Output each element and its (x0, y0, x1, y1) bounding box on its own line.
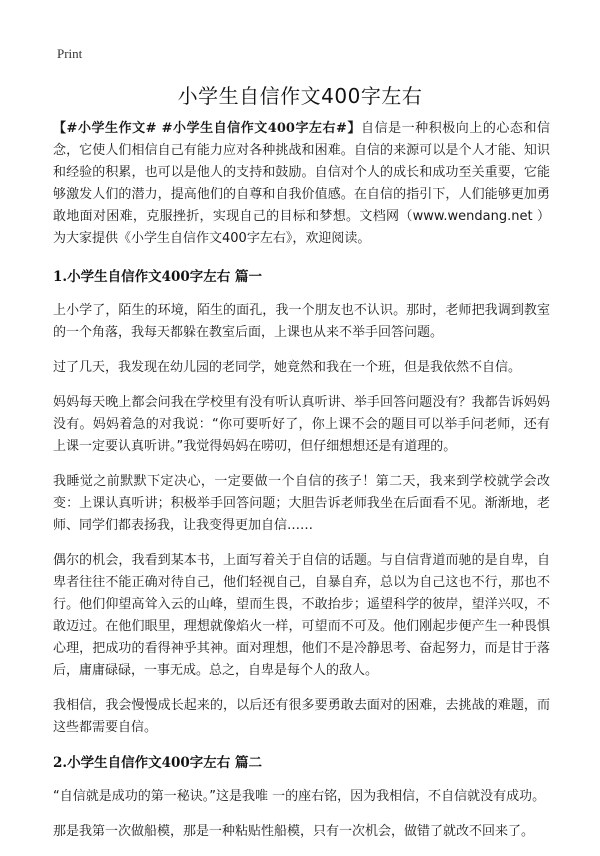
section-heading: 2.小学生自信作文400字左右 篇二 (53, 755, 262, 771)
section-paragraph: 偶尔的机会，我看到某本书，上面写着关于自信的话题。与自信背道而驰的是自卑，自卑者往往不能正确对待自己，他们轻视自己，自暴自弃，总以为自己这也不行，那也不行。他们仰望高耸入云的山峰，望而生畏，不敢抬步；遥望科学的彼岸，望洋兴叹，不敢迈过。在他们眼里，理想就像焰火一样，可望而不可及。他们刚起步便产生一种畏惧心理，把成功的看得神乎其神。面对理想，他们不是冷静思考、奋起努力，而是甘于落后，庸庸碌碌，一事无成。总之，自卑是每个人的敌人。 (53, 553, 550, 678)
section-paragraph: 上小学了，陌生的环境，陌生的面孔，我一个朋友也不认识。那时，老师把我调到教室的一个角落，我每天都躲在教室后面，上课也从来不举手回答问题。 (53, 303, 550, 340)
intro-text: 自信是一种积极向上的心态和信念，它使人们相信自己有能力应对各种挑战和困难。自信的来源可以是个人才能、知识和经验的积累，也可以是他人的支持和鼓励。自信对个人的成长和成功至关重要，它能够激发人们的潜力，提高他们的自尊和自我价值感。在自信的指引下，人们能够更加勇敢地面对困难，克服挫折，实现自己的目标和梦想。文档网（www.wendang.net ）为大家提供《小学生自信作文400字左右》，欢迎阅读。 (53, 121, 550, 246)
section-heading: 1.小学生自信作文400字左右 篇一 (53, 269, 262, 285)
section-paragraph: 妈妈每天晚上都会问我在学校里有没有听认真听讲、举手回答问题没有？我都告诉妈妈没有。妈妈着急的对我说：“你可要听好了，你上课不会的题目可以举手问老师，还有上课一定要认真听讲。”我觉得妈妈在唠叨，但仔细想想还是有道理的。 (53, 395, 550, 454)
intro-paragraph (53, 118, 550, 250)
section-paragraph: 那是我第一次做船模，那是一种粘贴性船模，只有一次机会，做错了就改不回来了。 (53, 824, 535, 839)
intro-tag: 【#小学生作文# #小学生自信作文400字左右#】 (53, 121, 362, 136)
section-paragraph: 我相信，我会慢慢成长起来的，以后还有很多要勇敢去面对的困难，去挑战的难题，而这些都需要自信。 (53, 698, 550, 735)
section-paragraph: “自信就是成功的第一秘诀。”这是我唯 一的座右铭，因为我相信，不自信就没有成功。 (53, 789, 546, 804)
document-body (53, 118, 550, 856)
section-paragraph: 过了几天，我发现在幼儿园的老同学，她竟然和我在一个班，但是我依然不自信。 (53, 360, 522, 375)
section-paragraph: 我睡觉之前默默下定决心，一定要做一个自信的孩子！第二天，我来到学校就学会改变：上课认真听讲；积极举手回答问题；大胆告诉老师我坐在后面看不见。渐渐地，老师、同学们都表扬我，让我变得更加自信…… (53, 474, 550, 533)
print-label: Print (57, 46, 83, 61)
document-title: 小学生自信作文400字左右 (177, 84, 423, 108)
